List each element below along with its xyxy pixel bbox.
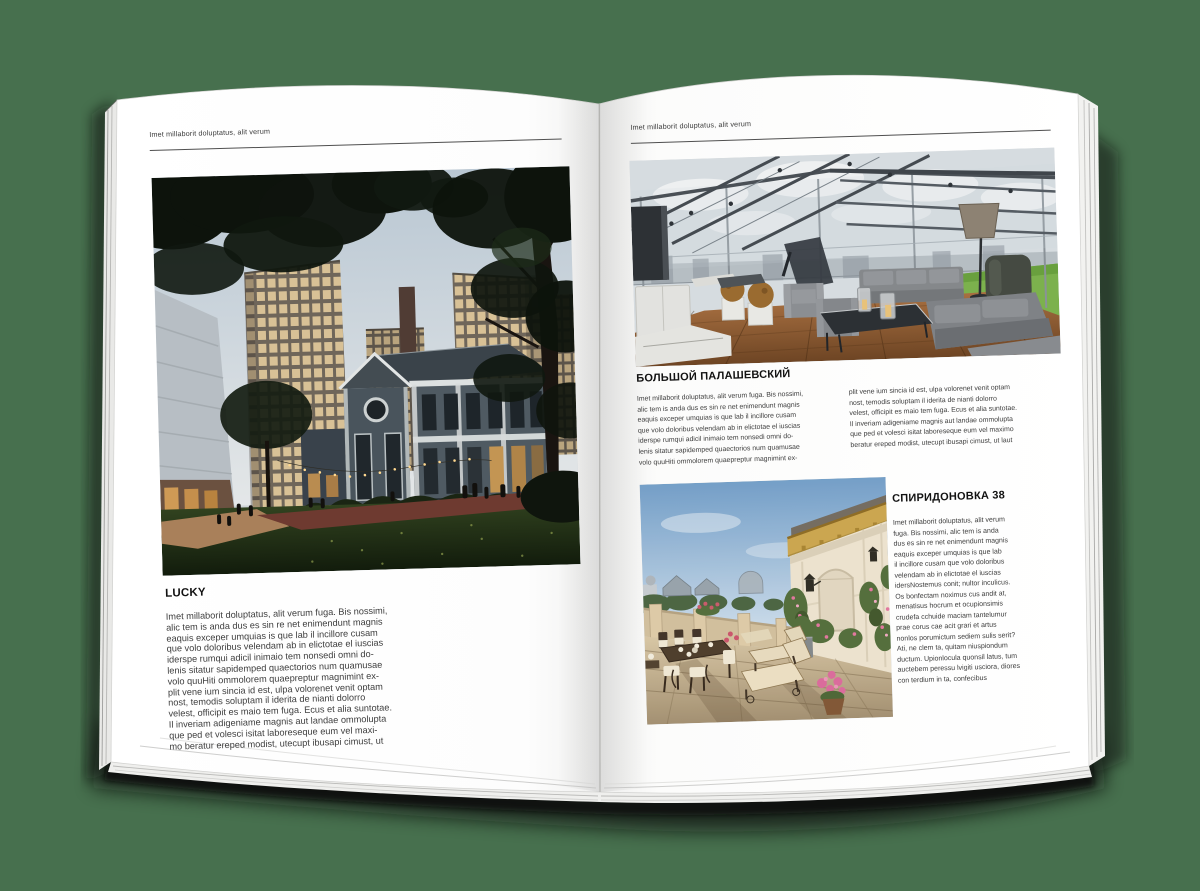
right-page	[617, 83, 1090, 782]
spine-crease	[600, 104, 601, 792]
left-section-body: Imet millaborit doluptatus, alit verum fuga. Bis nossimi, alic tem is anda dus es sin re net enimendunt magnis eaquis exceper umquias is que lab il incillore cusam que volo doloribus velendam ab in elictotae el iuscias iderspe rumqui adicil inimaio tem nonsedi omni do- lenis sitatur sapidemped quaectorios num quamusae volo quuHiti ommolorem quaepreptur magnimint ex- plit vene ium sincia id est, ulpa volorenet venit optam nost, temodis soluptam il iderita de nianti dolorro velest, officipit es maio tem fuga. Ecus et alia suntotae. Il inveriam adigeniame magnis aut landae ommolupta que ped et volesci isitat laboreseque eum vel maxi- mo beratur ereped modist, utecupt ibusapi cimust, ut	[165, 605, 393, 752]
sunny-terrace-illustration	[640, 477, 893, 725]
right-running-head: Imet millaborit doluptatus, alit verum	[630, 119, 752, 132]
spiridonovka-section-title: СПИРИДОНОВКА 38	[891, 489, 1006, 505]
dusk-render-illustration	[152, 166, 581, 576]
photo-classical-terrace	[640, 477, 893, 725]
photo-rooftop-glass-lounge	[629, 148, 1060, 367]
palashevsky-section-title: БОЛЬШОЙ ПАЛАШЕВСКИЙ	[636, 367, 791, 385]
right-header-rule	[631, 130, 1051, 144]
palashevsky-column-2: plit vene ium sincia id est, ulpa volorenet venit optam nost, temodis soluptam il iderita de nianti dolorro velest, officipit es maio tem fuga. Ecus et alia suntotae. Il inveriam adigeniame magnis aut landae ommolupta que ped et volesci isitat laboreseque eum vel maximo beratur ereped modist, utecupt ibusapi cimust, ut laut	[848, 384, 1018, 450]
left-header-rule	[150, 138, 562, 151]
spiridonovka-section-body: Imet millaborit doluptatus, alit verum fuga. Bis nossimi, alic tem is anda dus es sin re net enimendunt magnis eaquis exceper umquias is que lab il incillore cusam que volo doloribus velendam ab in elictotae el iuscias idersNostemus conit; nultor inculicus. Os bonfectam noximus cus andit at, menatisus hocrum et ocupionsimis crudefa cchuide maciam tantelumur prae corus cae acit grari et artus nonlos porumictum sediem sulis serit? Ati, ne clem ta, quitam niuspiondum ductum. Upionlocula quonsil latus, tum auctebem peressu lvigiti usciora, diores con terdium in ta, confecibus	[892, 516, 1021, 685]
glass-terrace-illustration	[629, 148, 1060, 367]
left-page	[137, 106, 600, 783]
palashevsky-column-1: Imet millaborit doluptatus, alit verum fuga. Bis nossimi, alic tem is anda dus es sin re net enimendunt magnis eaquis exceper umquias is que lab il incillore cusam que volo doloribus velendam ab in elictotae el iuscias iderspe rumqui adicil inimaio tem nonsedi omni do- lenis sitatur sapidemped quaectorios num quamusae volo quuHiti ommolorem quaepreptur magnimint ex-	[636, 390, 804, 467]
photo-lucky-courtyard	[152, 166, 581, 576]
left-section-title: LUCKY	[164, 586, 206, 600]
left-running-head: Imet millaborit doluptatus, alit verum	[149, 126, 271, 139]
chimney	[399, 287, 417, 363]
